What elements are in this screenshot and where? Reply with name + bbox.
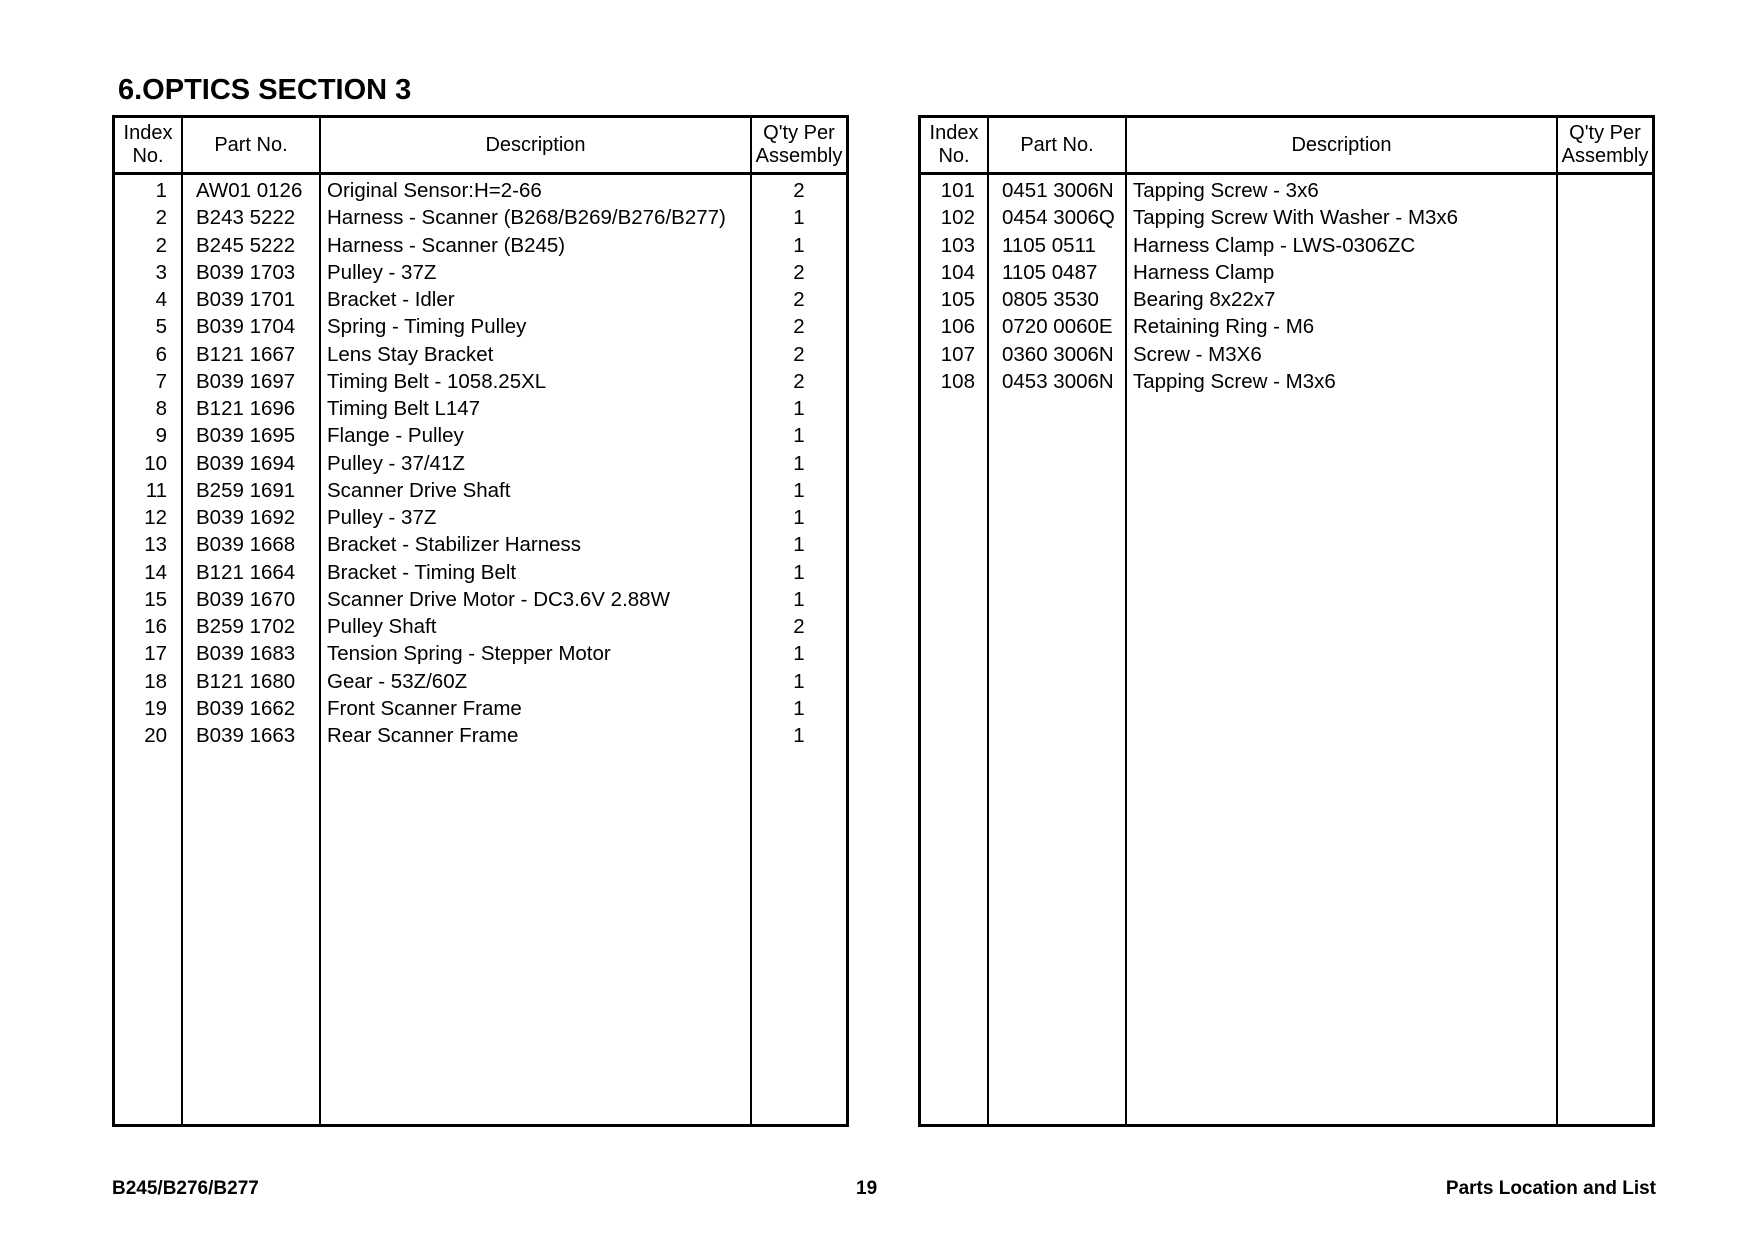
footer-model: B245/B276/B277 [112, 1178, 259, 1199]
table-cell-description: Retaining Ring - M6 [1133, 315, 1315, 339]
table-cell-index: 108 [940, 369, 975, 393]
table-cell-qty [1558, 177, 1652, 204]
table-cell-index: 16 [144, 615, 167, 638]
table-cell-qty: 2 [793, 342, 805, 366]
table-cell-qty [1558, 286, 1652, 313]
table-cell-description: Pulley - 37/41Z [327, 451, 465, 475]
table-cell-index: 106 [940, 315, 975, 339]
table-cell-qty [1558, 368, 1652, 395]
table-cell-qty: 1 [793, 533, 805, 557]
table-cell-index: 3 [155, 260, 167, 284]
column-description [1127, 175, 1558, 1124]
table-cell-description: Harness Clamp [1133, 260, 1275, 284]
table-cell-index: 18 [144, 669, 167, 693]
parts-table-left [112, 115, 849, 1127]
table-cell-index: 8 [155, 397, 167, 420]
column-index [115, 175, 183, 1124]
header-qty: Q'ty Per Assembly [755, 122, 843, 167]
header-description: Description [321, 118, 752, 172]
table-cell-index: 13 [144, 533, 167, 557]
table-cell-index: 17 [144, 642, 167, 666]
table-cell-description: Tapping Screw - M3x6 [1133, 369, 1336, 393]
footer-section: Parts Location and List [1445, 1178, 1656, 1199]
table-cell-description: Harness Clamp - LWS-0306ZC [1133, 233, 1416, 257]
table-cell-qty: 1 [793, 506, 805, 529]
table-cell-part-no: B121 1664 [196, 560, 296, 584]
table-cell-description: Harness - Scanner (B245) [327, 233, 566, 257]
table-cell-description: Bracket - Idler [327, 288, 455, 311]
table-cell-part-no: B243 5222 [196, 206, 296, 230]
table-cell-description: Pulley Shaft [327, 615, 437, 638]
column-index [921, 175, 989, 1124]
table-cell-description: Pulley - 37Z [327, 260, 437, 284]
table-cell-index: 4 [155, 288, 167, 311]
table-cell-description: Original Sensor:H=2-66 [327, 179, 542, 202]
table-cell-index: 14 [144, 560, 167, 584]
table-cell-qty: 1 [793, 669, 805, 693]
table-cell-description: Lens Stay Bracket [327, 342, 494, 366]
table-cell-qty [1558, 341, 1652, 368]
table-cell-part-no: 0720 0060E [1002, 315, 1113, 339]
table-cell-index: 9 [155, 424, 167, 448]
table-cell-part-no: B039 1663 [196, 724, 296, 747]
table-cell-qty: 1 [793, 560, 805, 584]
table-cell-part-no: B121 1696 [196, 397, 296, 420]
table-cell-part-no: B039 1683 [196, 642, 296, 666]
table-cell-part-no: 0454 3006Q [1002, 206, 1115, 230]
table-cell-description: Screw - M3X6 [1133, 342, 1262, 366]
table-cell-index: 104 [940, 260, 975, 284]
table-cell-index: 11 [145, 478, 167, 502]
table-cell-description: Gear - 53Z/60Z [327, 669, 468, 693]
table-cell-qty: 1 [793, 696, 805, 720]
table-cell-qty: 2 [793, 369, 805, 393]
table-cell-part-no: B039 1701 [196, 288, 296, 311]
table-cell-part-no: B259 1691 [196, 478, 296, 502]
table-cell-qty: 2 [793, 615, 805, 638]
header-description: Description [1127, 118, 1558, 172]
table-cell-part-no: 1105 0511 [1002, 233, 1096, 257]
table-cell-part-no: B039 1662 [196, 696, 296, 720]
table-cell-index: 102 [940, 206, 975, 230]
table-cell-qty: 1 [793, 478, 805, 502]
table-cell-description: Bearing 8x22x7 [1133, 288, 1276, 311]
table-cell-part-no: B039 1692 [196, 506, 296, 529]
table-cell-description: Pulley - 37Z [327, 506, 437, 529]
table-cell-index: 101 [940, 179, 975, 202]
column-qty [1558, 175, 1652, 1124]
table-cell-part-no: 0360 3006N [1002, 342, 1114, 366]
table-cell-description: Harness - Scanner (B268/B269/B276/B277) [327, 206, 726, 230]
column-description [321, 175, 752, 1124]
table-cell-index: 2 [155, 233, 167, 257]
table-cell-index: 20 [144, 724, 167, 747]
table-cell-index: 1 [155, 179, 167, 202]
table-header [921, 118, 1652, 175]
table-cell-qty: 1 [793, 233, 805, 257]
table-cell-part-no: B039 1697 [196, 369, 296, 393]
table-cell-qty: 2 [793, 288, 805, 311]
table-cell-index: 105 [940, 288, 975, 311]
table-cell-index: 12 [144, 506, 167, 529]
table-cell-qty [1558, 204, 1652, 231]
table-cell-index: 19 [144, 696, 167, 720]
header-part-no: Part No. [989, 118, 1127, 172]
column-part-no [989, 175, 1127, 1124]
table-cell-index: 6 [155, 342, 167, 366]
table-cell-description: Scanner Drive Shaft [327, 478, 511, 502]
table-cell-part-no: 0805 3530 [1002, 288, 1099, 311]
page-title: 6.OPTICS SECTION 3 [118, 74, 412, 106]
table-cell-qty: 2 [793, 315, 805, 339]
table-cell-qty [1558, 232, 1652, 259]
table-cell-qty: 1 [793, 724, 805, 747]
table-cell-qty [1558, 259, 1652, 286]
table-cell-qty [1558, 313, 1652, 340]
table-cell-qty: 1 [793, 642, 805, 666]
table-cell-qty: 2 [793, 260, 805, 284]
table-cell-description: Tapping Screw - 3x6 [1133, 179, 1319, 202]
table-cell-description: Tension Spring - Stepper Motor [327, 642, 611, 666]
table-cell-description: Scanner Drive Motor - DC3.6V 2.88W [327, 587, 670, 611]
table-cell-part-no: B039 1670 [196, 587, 296, 611]
table-cell-part-no: B039 1668 [196, 533, 296, 557]
table-cell-qty: 1 [793, 397, 805, 420]
table-cell-qty: 2 [793, 179, 805, 202]
header-index: Index No. [115, 118, 183, 172]
table-cell-index: 107 [940, 342, 975, 366]
table-cell-part-no: B259 1702 [196, 615, 296, 638]
header-part-no: Part No. [183, 118, 321, 172]
table-cell-description: Spring - Timing Pulley [327, 315, 527, 339]
table-cell-qty: 1 [793, 587, 805, 611]
table-cell-part-no: B039 1695 [196, 424, 296, 448]
table-body [115, 175, 846, 1124]
table-header [115, 118, 846, 175]
table-cell-description: Timing Belt - 1058.25XL [327, 369, 547, 393]
table-cell-index: 5 [155, 315, 167, 339]
table-cell-part-no: 0453 3006N [1002, 369, 1114, 393]
table-cell-index: 10 [144, 451, 167, 475]
table-cell-description: Bracket - Timing Belt [327, 560, 517, 584]
table-body [921, 175, 1652, 1124]
header-qty: Q'ty Per Assembly [1561, 122, 1649, 167]
table-cell-part-no: B039 1704 [196, 315, 296, 339]
footer-page-number: 19 [856, 1178, 878, 1199]
table-cell-description: Rear Scanner Frame [327, 724, 519, 747]
table-cell-part-no: 1105 0487 [1002, 260, 1098, 284]
column-part-no [183, 175, 321, 1124]
table-cell-part-no: B039 1703 [196, 260, 296, 284]
table-cell-description: Tapping Screw With Washer - M3x6 [1133, 206, 1459, 230]
table-cell-qty: 1 [793, 206, 805, 230]
table-cell-part-no: 0451 3006N [1002, 179, 1114, 202]
table-cell-index: 103 [940, 233, 975, 257]
table-cell-description: Timing Belt L147 [327, 397, 481, 420]
table-cell-part-no: B121 1667 [196, 342, 296, 366]
parts-table-right [918, 115, 1655, 1127]
table-cell-part-no: B039 1694 [196, 451, 296, 475]
table-cell-part-no: B121 1680 [196, 669, 296, 693]
table-cell-index: 15 [144, 587, 167, 611]
table-cell-qty: 1 [793, 424, 805, 448]
table-cell-index: 2 [155, 206, 167, 230]
table-cell-description: Front Scanner Frame [327, 696, 522, 720]
table-cell-qty: 1 [793, 451, 805, 475]
table-cell-description: Flange - Pulley [327, 424, 464, 448]
table-cell-part-no: B245 5222 [196, 233, 296, 257]
header-index: Index No. [921, 118, 989, 172]
table-cell-index: 7 [155, 369, 167, 393]
table-cell-part-no: AW01 0126 [196, 179, 303, 202]
table-cell-description: Bracket - Stabilizer Harness [327, 533, 582, 557]
column-qty [752, 175, 846, 1124]
